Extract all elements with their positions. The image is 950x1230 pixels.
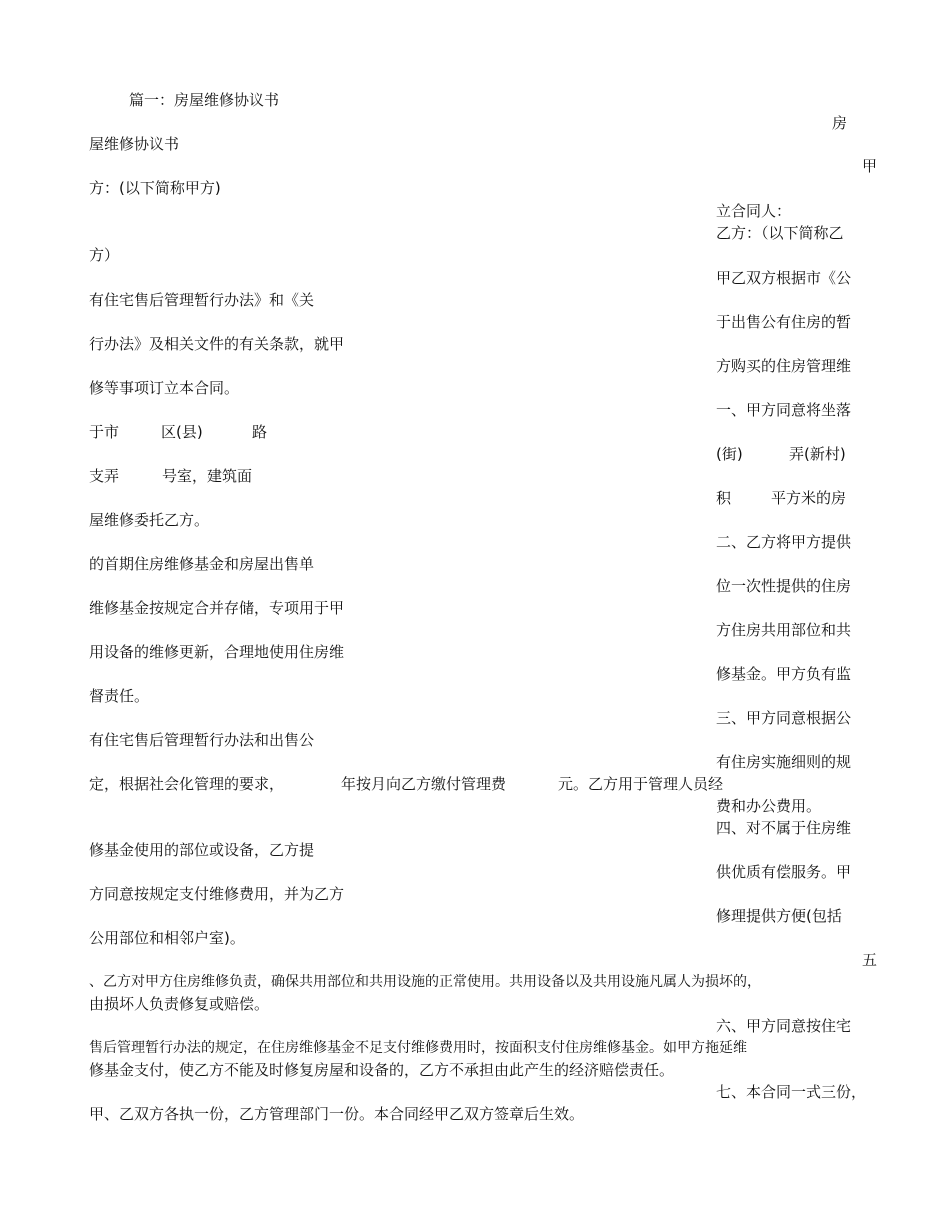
- text-line: 甲: [862, 157, 878, 175]
- text-line: 乙方：（以下简称乙: [716, 224, 844, 242]
- text-line: 于出售公有住房的暂: [716, 313, 852, 331]
- document-heading: 篇一：房屋维修协议书: [129, 91, 280, 109]
- text-line: 方住房共用部位和共: [716, 621, 852, 639]
- text-line: 修基金支付，使乙方不能及时修复房屋和设备的，乙方不承担由此产生的经济赔偿责任。: [89, 1061, 675, 1079]
- text-line: 六、甲方同意按住宅: [716, 1017, 852, 1035]
- text-line: 七、本合同一式三份，: [716, 1083, 867, 1101]
- text-line: 立合同人：: [716, 202, 792, 220]
- text-line: 年按月向乙方缴付管理费: [341, 775, 507, 793]
- text-line: 的首期住房维修基金和房屋出售单: [89, 555, 315, 573]
- text-line: 行办法》及相关文件的有关条款，就甲: [89, 335, 345, 353]
- text-line: 四、对不属于住房维: [716, 819, 852, 837]
- text-line: 修基金。甲方负有监: [716, 665, 852, 683]
- text-line: 有住宅售后管理暂行办法》和《关: [89, 291, 315, 309]
- text-line: 方同意按规定支付维修费用，并为乙方: [89, 885, 345, 903]
- text-line: 屋维修委托乙方。: [89, 511, 210, 529]
- text-line: 修理提供方便(包括: [716, 907, 842, 925]
- text-line: 由损坏人负责修复或赔偿。: [89, 995, 270, 1013]
- text-line: 甲、乙双方各执一份，乙方管理部门一份。本合同经甲乙双方签章后生效。: [89, 1105, 585, 1123]
- text-line: 修等事项订立本合同。: [89, 379, 240, 397]
- text-line: 弄(新村): [789, 445, 846, 463]
- text-line: 公用部位和相邻户室)。: [89, 929, 245, 947]
- text-line: 元。乙方用于管理人员经: [558, 775, 724, 793]
- text-line: 有住房实施细则的规: [716, 753, 852, 771]
- text-line: 三、甲方同意根据公: [716, 709, 852, 727]
- text-line: 平方米的房: [771, 489, 847, 507]
- text-line: 位一次性提供的住房: [716, 577, 852, 595]
- text-line: 支弄: [89, 467, 120, 485]
- text-line: 一、甲方同意将坐落: [716, 401, 852, 419]
- text-line: 维修基金按规定合并存储，专项用于甲: [89, 599, 345, 617]
- text-line: 售后管理暂行办法的规定，在住房维修基金不足支付维修费用时，按面积支付住房维修基金。如甲方拖延维: [89, 1040, 747, 1056]
- text-line: (街): [716, 445, 743, 463]
- text-line: 督责任。: [89, 687, 150, 705]
- text-line: 修基金使用的部位或设备，乙方提: [89, 841, 315, 859]
- text-line: 用设备的维修更新，合理地使用住房维: [89, 643, 345, 661]
- text-line: 区(县): [161, 423, 203, 441]
- text-line: 费和办公费用。: [716, 797, 822, 815]
- text-line: 甲乙双方根据市《公: [716, 269, 852, 287]
- text-line: 积: [716, 489, 732, 507]
- text-line: 有住宅售后管理暂行办法和出售公: [89, 731, 315, 749]
- text-line: 方购买的住房管理维: [716, 357, 852, 375]
- text-line: 于市: [89, 423, 120, 441]
- text-line: 二、乙方将甲方提供: [716, 533, 852, 551]
- text-line: 方：(以下简称甲方): [89, 179, 221, 197]
- text-line: 供优质有偿服务。甲: [716, 863, 852, 881]
- text-line: 号室，建筑面: [162, 467, 253, 485]
- text-line: 屋维修协议书: [89, 135, 180, 153]
- text-line: 、乙方对甲方住房维修负责，确保共用部位和共用设施的正常使用。共用设备以及共用设施凡属人为损坏的，: [89, 974, 761, 990]
- text-line: 方）: [89, 246, 120, 264]
- text-line: 房: [832, 114, 848, 132]
- text-line: 路: [252, 423, 268, 441]
- text-line: 定，根据社会化管理的要求，: [89, 775, 285, 793]
- text-line: 五: [862, 951, 878, 969]
